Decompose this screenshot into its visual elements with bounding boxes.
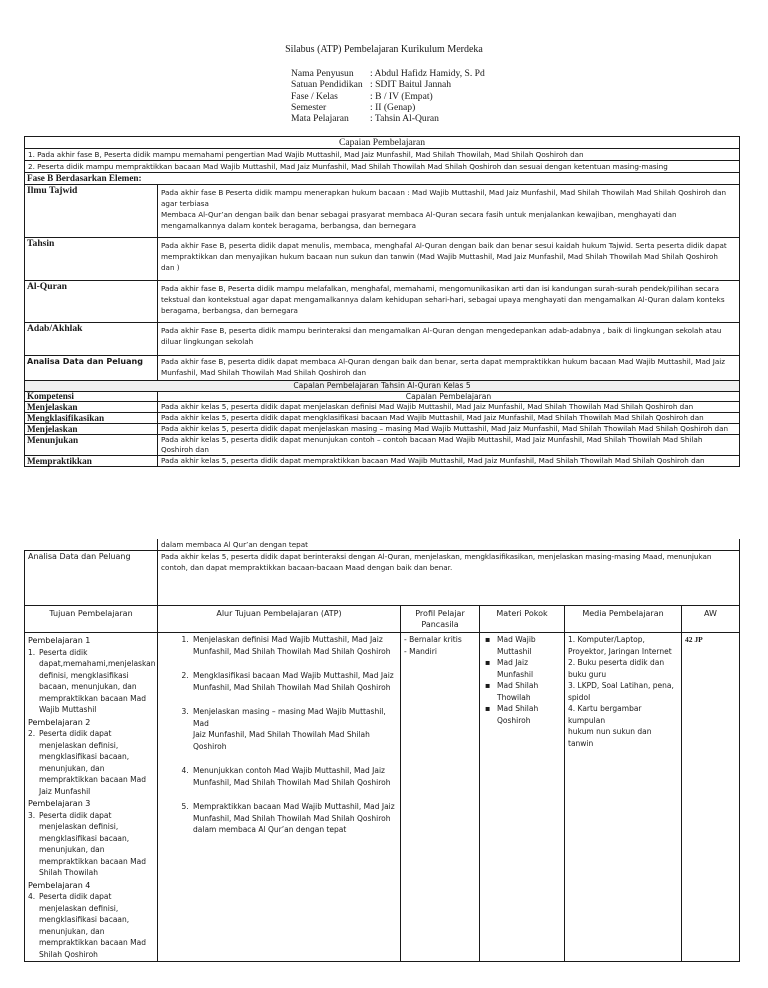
text-line: Munfashil, Mad Shilah Thowilah Mad Shilah Qoshiroh [193,682,391,692]
pembelajaran-title: Pembelajaran 1 [28,636,91,645]
text-line: 4. Menunjukkan contoh Mad Wajib Muttashil, Mad Jaiz [193,766,385,775]
atp-item [191,670,397,693]
text-line: Peserta didik dapat [39,729,112,738]
text-line: Pada akhir kelas 5, peserta didik dapat menunjukan contoh – contoh bacaan Mad Wajib Muttashil, Mad Jaiz Munfashil, Mad Shilah Thowilah Mad Shilah [161,435,703,444]
text-line: bacaan, menunjukan, dan [39,682,137,691]
element-description [158,185,740,238]
item-text [39,728,154,797]
text-line: Peserta didik dapat [39,892,112,901]
materi-cell [480,633,565,962]
text-line: spidol [568,692,591,702]
item-text [39,647,156,716]
text-line: mempraktikkan dan menyajikan hukum bacaan nun sukun dan tanwin (Mad Wajib Muttashil, Mad Jaiz Munfashil, Mad Shilah Thowilah Mad Shilah Qoshiroh [161,252,718,261]
identity-label: Semester [291,101,327,113]
atp-item [191,706,397,752]
text-line: Qoshiroh dan [161,445,209,454]
text-line: Proyektor, Jaringan Internet [568,646,672,656]
identity-row [291,102,485,113]
tujuan-item [28,810,154,879]
text-line: mengklasifikasi bacaan, [39,915,130,924]
text-line: ▪ Mad Jaiz [497,658,529,667]
text-line: menunjukan, dan [39,845,105,854]
column-header: Media Pembelajaran [565,606,682,633]
text-line: menjelaskan definisi, [39,740,119,750]
analisa-description [158,551,740,606]
item-text [39,810,154,879]
text-line: Pada akhir fase B, peserta didik dapat membaca Al-Quran dengan baik dan benar, serta dapat mempraktikkan hukum bacaan Mad Wajib Muttashil, Mad Jaiz [161,357,726,366]
pembelajaran-title: Pembelajaran 4 [28,880,91,890]
materi-item [497,657,561,680]
text-line: menjelaskan definisi, [39,822,119,831]
text-line: mempraktikkan bacaan Mad [39,775,146,784]
text-line: ▪ Mad Shilah [497,704,539,713]
atp-list [161,634,397,836]
text-line: 5. Mempraktikkan bacaan Mad Wajib Muttashil, Mad Jaiz [193,802,395,811]
text-line: mengklasifikasi bacaan, [39,752,130,761]
identity-label: Satuan Pendidikan [291,79,363,91]
identity-row [291,79,485,90]
text-line: 1. Komputer/Laptop, [568,635,645,644]
kompetensi-name: Menjelaskan [25,402,158,413]
tujuan-item [28,728,154,797]
text-line: Thowilah [497,692,531,702]
text-line: Muttashil [497,646,532,656]
text-line: dan ) [161,263,180,272]
profil-cell [401,633,480,962]
capaian-table [24,136,740,467]
element-description [158,356,740,381]
identity-block [291,68,485,124]
kompetensi-description: Pada akhir kelas 5, peserta didik dapat mempraktikkan bacaan Mad Wajib Muttashil, Mad Jaiz Munfashil, Mad Shilah Thowilah Mad Shilah Qoshiroh dan [158,456,740,467]
element-name: Adab/Akhlak [25,323,158,356]
capaian-lead-1: 1. Pada akhir fase B, Peserta didik mampu memahami pengertian Mad Wajib Muttashil, Mad Jaiz Munfashil, Mad Shilah Thowilah, Mad Shilah Qoshiroh dan [25,149,740,161]
kompetensi-description: Pada akhir kelas 5, peserta didik dapat menjelaskan masing – masing Mad Wajib Muttashil, Mad Jaiz Munfashil, Mad Shilah Thowilah Mad Shilah Qoshiroh dan [158,424,740,435]
pembelajaran-title: Pembelajaran 3 [28,799,91,808]
kompetensi-name: Menunjukan [25,435,158,456]
text-line: 2. Buku peserta didik dan [568,658,665,667]
item-text [39,891,154,960]
identity-label: Nama Penyusun [291,68,354,79]
identity-row [291,113,485,124]
text-line: Shilah Thowilah [39,868,98,877]
text-line: 3. LKPD, Soal Latihan, pena, [568,681,674,690]
atp-item [191,801,397,836]
identity-value: : SDIT Baitul Jannah [370,79,452,91]
element-description [158,281,740,323]
identity-label: Fase / Kelas [291,90,338,102]
identity-value: : Tahsin Al-Quran [370,113,439,125]
atp-table [24,539,740,962]
text-line: Munfashil, Mad Shilah Thowilah Mad Shilah Qoshiroh [193,646,391,656]
text-line: Jaiz Munfashil, Mad Shilah Thowilah Mad Shilah [193,730,370,739]
materi-list [483,634,561,726]
text-line: Pada akhir kelas 5, peserta didik dapat berinteraksi dengan Al-Quran, menjelaskan, mengklasifikasikan, menjelaskan masing-masing Maad, menunjukan [161,552,712,561]
atp-item [191,634,397,657]
text-line: agar terbiasa [161,199,209,208]
element-description [158,323,740,356]
document-title: Silabus (ATP) Pembelajaran Kurikulum Merdeka [285,44,483,55]
kompetensi-description [158,435,740,456]
element-name: Al-Quran [25,281,158,323]
text-line: mengamalkannya dalam kontek beragama, berbangsa, dan bernegara [161,221,416,230]
text-line: Pada akhir Fase B, peserta didik mampu berinteraksi dan mengamalkan Al-Quran dengan mengedepankan adab-adabnya , baik di lingkungan sekolah atau [161,326,722,335]
identity-row [291,68,485,79]
text-line: buku guru [568,669,607,679]
text-line: Peserta didik [39,647,88,657]
continued-line: dalam membaca Al Qur’an dengan tepat [158,539,740,551]
media-cell [565,633,682,962]
text-line: 4. Kartu bergambar kumpulan [568,704,642,725]
text-line: contoh, dan dapat mempraktikkan bacaan-bacaan Maad dengan baik dan benar. [161,563,453,572]
materi-item [497,634,561,657]
text-line: Munfashil, Mad Shilah Thowilah Mad Shilah Qoshiroh [193,813,391,823]
text-line: Peserta didik dapat [39,810,112,820]
text-line: ▪ Mad Shilah [497,681,539,690]
column-header: AW [682,606,740,633]
profil-item: - Mandiri [404,646,476,658]
materi-item [497,680,561,703]
column-header: Tujuan Pembelajaran [25,606,158,633]
text-line: Munfashil, Mad Shilah Thowilah Mad Shilah Qoshiroh [193,777,391,787]
text-line: dalam membaca Al Qur’an dengan tepat [193,825,347,834]
atp-item [191,765,397,788]
profil-list [404,634,476,657]
item-number: 2. [28,729,36,738]
text-line: hukum nun sukun dan tanwin [568,727,652,748]
kompetensi-description: Pada akhir kelas 5, peserta didik dapat mengklasifikasi bacaan Mad Wajib Muttashil, Mad Jaiz Munfashil, Mad Shilah Thowilah Mad Shilah Qoshiroh dan [158,413,740,424]
element-name: Analisa Data dan Peluang [25,356,158,381]
text-line: menjelaskan definisi, [39,903,119,913]
kompetensi-header: Kompetensi [25,391,158,402]
text-line: Pada akhir fase B, Peserta didik mampu melafalkan, menghafal, memahami, mengomunikasikan arti dan isi kandungan surah-surah pendek/pilihan secara [161,284,720,293]
text-line: Membaca Al-Qur’an dengan baik dan benar sebagai prasyarat membaca Al-Quran secara fasih untuk menjalankan kewajiban, menghayati dan [161,210,677,219]
tujuan-item [28,647,154,716]
element-name: Ilmu Tajwid [25,185,158,238]
text-line: Shilah Qoshiroh [39,949,98,959]
atp-cell [158,633,401,962]
text-line: Qoshiroh [497,715,531,725]
pembelajaran-title: Pembelajaran 2 [28,717,91,727]
text-line: tekstual dan kontekstual agar dapat mengamalkannya dalam kehidupan sehari-hari, sebagai upaya menghayati dan mengamalkan Al-Quran dalam konteks [161,295,725,304]
capaian-heading: Capaian Pembelajaran [25,137,740,149]
capaian-header: Capalan Pembelajaran [158,391,740,402]
text-line: dapat,memahami,menjelaskan [39,659,156,668]
tujuan-cell [25,633,158,962]
identity-value: : II (Genap) [370,101,416,113]
tujuan-item [28,891,154,960]
kompetensi-name: Mengklasifikasikan [25,413,158,424]
identity-row [291,91,485,102]
text-line: mempraktikkan bacaan Mad [39,856,146,866]
identity-value: : Abdul Hafidz Hamidy, S. Pd [370,68,485,79]
text-line: mempraktikkan bacaan Mad [39,693,146,703]
kompetensi-description: Pada akhir kelas 5, peserta didik dapat menjelaskan definisi Mad Wajib Muttashil, Mad Jaiz Munfashil, Mad Shilah Thowilah Mad Shilah Qoshiroh dan [158,402,740,413]
text-line: diluar lingkungan sekolah [161,337,254,346]
text-line: Jaiz Munfashil [39,786,91,796]
text-line: 2. Mengklasifikasi bacaan Mad Wajib Muttashil, Mad Jaiz [193,671,394,680]
text-line: Munfashil [497,669,534,679]
element-name: Tahsin [25,238,158,281]
kompetensi-name: Mempraktikkan [25,456,158,467]
text-line: beragama, berbangsa, dan bernegara [161,306,298,315]
identity-value: : B / IV (Empat) [370,90,433,102]
text-line: ▪ Mad Wajib [497,635,536,644]
kelas-heading: Capalan Pembelajaran Tahsin Al-Quran Kelas 5 [25,381,740,392]
item-number: 3. [28,810,36,820]
materi-item [497,703,561,726]
element-description [158,238,740,281]
item-number: 4. [28,892,36,901]
text-line: Pada akhir Fase B, peserta didik dapat menulis, membaca, menghafal Al-Quran dengan baik dan benar sesui kaidah hukum Tajwid. Serta peserta didik dapat [161,241,727,250]
fase-b-label: Fase B Berdasarkan Elemen: [25,173,740,185]
text-line: Wajib Muttashil [39,705,97,714]
text-line: menunjukan, dan [39,926,105,936]
analisa-label: Analisa Data dan Peluang [25,551,158,606]
text-line: mengklasifikasi bacaan, [39,833,130,843]
column-header: Profil Pelajar Pancasila [401,606,480,633]
text-line: 1. Menjelaskan definisi Mad Wajib Muttashil, Mad Jaiz [193,635,383,644]
text-line: Pada akhir fase B Peserta didik mampu menerapkan hukum bacaan : Mad Wajib Muttashil, Mad Jaiz Munfashil, Mad Shilah Thowilah Mad Shilah Qoshiroh dan [161,188,727,197]
column-header: Alur Tujuan Pembelajaran (ATP) [158,606,401,633]
text-line: definisi, mengklasifikasi [39,670,129,680]
text-line: Qoshiroh [193,741,227,751]
kompetensi-name: Menjelaskan [25,424,158,435]
text-line: Munfashil, Mad Shilah Thowilah Mad Shilah Qoshiroh dan [161,368,367,377]
aw-cell: 42 JP [682,633,740,962]
column-header: Materi Pokok [480,606,565,633]
profil-item: - Bernalar kritis [404,634,476,646]
text-line: menunjukan, dan [39,763,105,773]
text-line: 3. Menjelaskan masing – masing Mad Wajib Muttashil, Mad [193,707,386,728]
capaian-lead-2: 2. Peserta didik mampu mempraktikkan bacaan Mad Wajib Muttashil, Mad Jaiz Munfashil, Mad Shilah Thowilah Mad Shilah Qoshiroh dan sesuai dengan ketentuan masing-masing [25,161,740,173]
text-line: mempraktikkan bacaan Mad [39,938,146,947]
identity-label: Mata Pelajaran [291,113,349,125]
item-number: 1. [28,647,36,657]
